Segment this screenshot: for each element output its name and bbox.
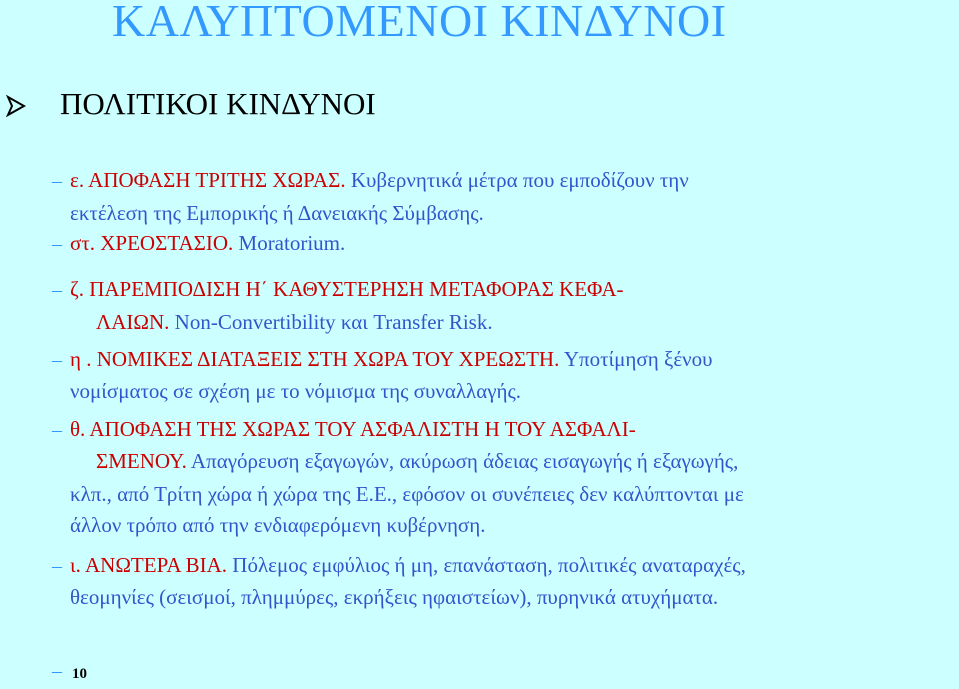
list-item: θ. ΑΠΟΦΑΣΗ ΤΗΣ ΧΩΡΑΣ ΤΟΥ ΑΣΦΑΛΙΣΤΗ Η ΤΟΥ ΑΣΦΑΛΙ- <box>70 417 636 441</box>
item-text: Moratorium. <box>233 231 346 255</box>
item-continuation <box>96 310 493 335</box>
dash-bullet: – <box>52 170 62 192</box>
dash-bullet: – <box>52 419 62 441</box>
arrow-bullet-icon <box>6 89 38 125</box>
item-heading: η . ΝΟΜΙΚΕΣ ΔΙΑΤΑΞΕΙΣ ΣΤΗ ΧΩΡΑ ΤΟΥ ΧΡΕΩΣΤΗ. <box>70 347 560 371</box>
dash-bullet: – <box>52 660 62 682</box>
page-title: ΚΑΛΥΠΤΟΜΕΝΟΙ ΚΙΝΔΥΝΟΙ <box>112 0 727 46</box>
item-continuation: θεομηνίες (σεισμοί, πλημμύρες, εκρήξεις ηφαιστείων), πυρηνικά ατυχήματα. <box>70 585 719 609</box>
list-item: ζ. ΠΑΡΕΜΠΟΔΙΣΗ Η΄ ΚΑΘΥΣΤΕΡΗΣΗ ΜΕΤΑΦΟΡΑΣ ΚΕΦΑ- <box>70 277 624 301</box>
item-text: Non-Convertibility και Transfer Risk. <box>169 310 493 334</box>
item-text: Κυβερνητικά μέτρα που εμποδίζουν την <box>345 168 689 192</box>
item-text: Απαγόρευση εξαγωγών, ακύρωση άδειας εισαγωγής ή εξαγωγής, <box>186 449 739 473</box>
item-heading: ι. ΑΝΩΤΕΡΑ ΒΙΑ. <box>70 553 228 577</box>
item-heading: στ. ΧΡΕΟΣΤΑΣΙΟ. <box>70 231 234 255</box>
item-text: Πόλεμος εμφύλιος ή μη, επανάσταση, πολιτικές αναταραχές, <box>227 553 746 577</box>
item-heading: ε. ΑΠΟΦΑΣΗ ΤΡΙΤΗΣ ΧΩΡΑΣ. <box>70 168 346 192</box>
item-heading: ΛΑΙΩΝ. <box>96 310 170 334</box>
list-item <box>70 168 689 193</box>
item-text: Υποτίμηση ξένου <box>559 347 713 371</box>
dash-bullet: – <box>52 279 62 301</box>
item-heading: ΣΜΕΝΟΥ. <box>96 449 187 473</box>
item-continuation: νομίσματος σε σχέση με το νόμισμα της συναλλαγής. <box>70 379 522 403</box>
list-item <box>70 231 345 256</box>
item-continuation: εκτέλεση της Εμπορικής ή Δανειακής Σύμβασης. <box>70 201 484 225</box>
list-item <box>70 347 713 372</box>
dash-bullet: – <box>52 555 62 577</box>
item-continuation: κλπ., από Τρίτη χώρα ή χώρα της Ε.Ε., εφόσον οι συνέπειες δεν καλύπτονται με <box>70 482 744 506</box>
dash-bullet: – <box>52 233 62 255</box>
item-continuation: άλλον τρόπο από την ενδιαφερόμενη κυβέρνηση. <box>70 513 486 537</box>
section-heading <box>6 86 376 125</box>
list-item <box>70 553 746 578</box>
dash-bullet: – <box>52 349 62 371</box>
item-continuation <box>96 449 738 474</box>
page-number: 10 <box>72 666 87 682</box>
section-heading-label: ΠΟΛΙΤΙΚΟΙ ΚΙΝΔΥΝΟΙ <box>60 86 376 121</box>
